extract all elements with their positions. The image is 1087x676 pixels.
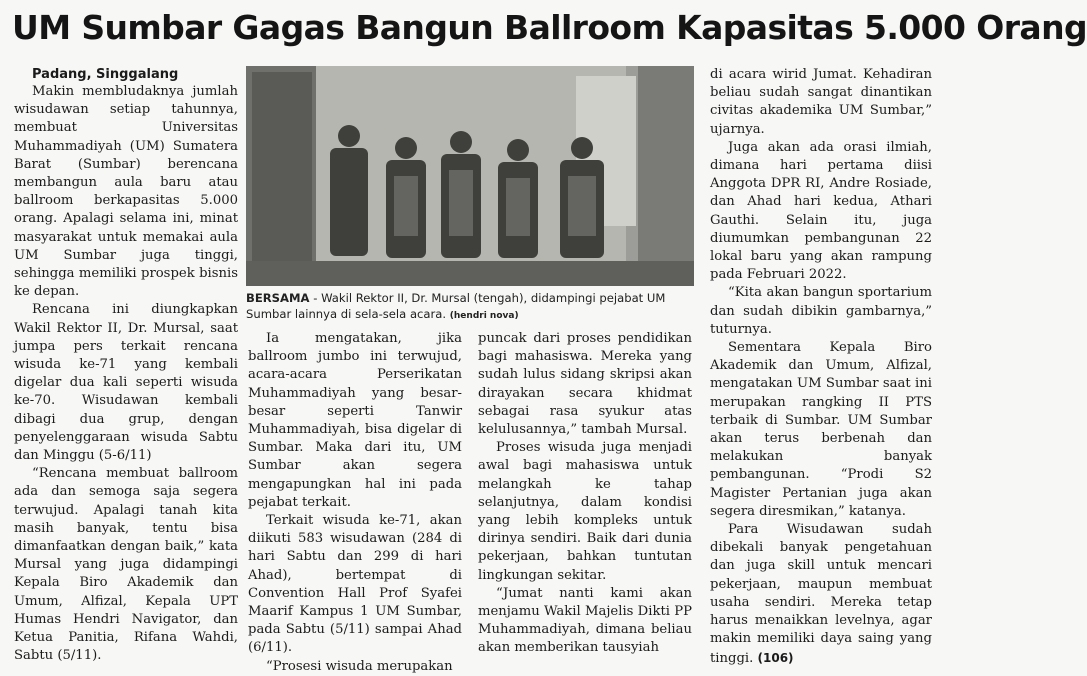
- paragraph: “Jumat nanti kami akan menjamu Wakil Majelis Dikti PP Muhammadiyah, dimana beliau akan memberikan tausyiah: [478, 585, 692, 656]
- paragraph: Terkait wisuda ke-71, akan diikuti 583 wisudawan (284 di hari Sabtu dan 299 di hari Ahad), bertempat di Convention Hall Prof Syafei Maarif Kampus 1 UM Sumbar, pada Sabtu (5/11) sampai Ahad (6/11).: [248, 513, 462, 656]
- photo-group-of-officials: [246, 66, 694, 286]
- column-3: [478, 330, 692, 658]
- headline: UM Sumbar Gagas Bangun Ballroom Kapasitas 5.000 Orang: [12, 8, 1087, 47]
- caption-lead: BERSAMA: [246, 291, 310, 305]
- paragraph: “Kita akan bangun sportarium dan sudah dibikin gambarnya,” tuturnya.: [710, 285, 932, 337]
- paragraph: Proses wisuda juga menjadi awal bagi mahasiswa untuk melangkah ke tahap selanjutnya, dalam kondisi yang lebih kompleks untuk dirinya sendiri. Baik dari dunia pekerjaan, bahkan tuntutan lingkungan sekitar.: [478, 440, 692, 583]
- paragraph: Rencana ini diungkapkan Wakil Rektor II, Dr. Mursal, saat jumpa pers terkait rencana wisuda ke-71 yang kembali digelar dua kali seperti wisuda ke-70. Wisudawan kembali dibagi dua grup, dengan penyelenggaraan wisuda Sabtu dan Minggu (5-6/11): [14, 302, 238, 464]
- news-photo: [246, 66, 694, 286]
- paragraph: [710, 521, 932, 668]
- dateline: Padang, Singgalang: [32, 67, 179, 82]
- paragraph-text: Para Wisudawan sudah dibekali banyak pengetahuan dan juga skill untuk mencari pekerjaan, maupun membuat usaha sendiri. Mereka tetap harus menaikkan levelnya, agar makin memiliki daya saing yang tinggi.: [710, 522, 932, 666]
- column-1: [14, 66, 238, 666]
- paragraph: Makin membludaknya jumlah wisudawan setiap tahunnya, membuat Universitas Muhammadiyah (UM) Sumatera Barat (Sumbar) berencana membangun aula baru atau ballroom berkapasitas 5.000 orang. Apalagi selama ini, minat masyarakat untuk memakai aula UM Sumbar juga tinggi, sehingga memiliki prospek bisnis ke depan.: [14, 84, 238, 300]
- paragraph: “Rencana membuat ballroom ada dan semoga saja segera terwujud. Apalagi tanah kita masih banyak, tentu bisa dimanfaatkan dengan baik,” kata Mursal yang juga didampingi Kepala Biro Akademik dan Umum, Alfizal, Kepala UPT Humas Hendri Navigator, dan Ketua Panitia, Rifana Wahdi, Sabtu (5/11).: [14, 466, 238, 664]
- end-code: (106): [757, 650, 794, 665]
- photo-caption: [246, 290, 696, 324]
- paragraph: Sementara Kepala Biro Akademik dan Umum, Alfizal, mengatakan UM Sumbar saat ini merupakan rangking II PTS terbaik di Sumbar. UM Sumbar akan terus berbenah dan melakukan banyak pembangunan. “Prodi S2 Magister Pertanian juga akan segera diresmikan,” katanya.: [710, 340, 932, 519]
- paragraph: Ia mengatakan, jika ballroom jumbo ini terwujud, acara-acara Perserikatan Muhammadiyah yang besar-besar seperti Tanwir Muhammadiyah, bisa digelar di Sumbar. Maka dari itu, UM Sumbar akan segera mengapungkan hal ini pada pejabat terkait.: [248, 331, 462, 510]
- caption-text: - Wakil Rektor II, Dr. Mursal (tengah), didampingi pejabat UM Sumbar lainnya di sela-sela acara.: [246, 291, 666, 321]
- paragraph: di acara wirid Jumat. Kehadiran beliau sudah sangat dinantikan civitas akademika UM Sumbar,” ujarnya.: [710, 67, 932, 137]
- paragraph: “Prosesi wisuda merupakan: [266, 658, 453, 674]
- column-2: [248, 330, 462, 676]
- paragraph: Juga akan ada orasi ilmiah, dimana hari pertama diisi Anggota DPR RI, Andre Rosiade, dan Ahad hari kedua, Athari Gauthi. Selain itu, juga diumumkan pembangunan 22 lokal baru yang akan rampung pada Februari 2022.: [710, 139, 932, 283]
- paragraph: puncak dari proses pendidikan bagi mahasiswa. Mereka yang sudah lulus sidang skripsi akan dirayakan secara khidmat sebagai rasa syukur atas kelulusannya,” tambah Mursal.: [478, 331, 692, 438]
- photo-credit: (hendri nova): [449, 311, 519, 321]
- column-4: [710, 66, 932, 668]
